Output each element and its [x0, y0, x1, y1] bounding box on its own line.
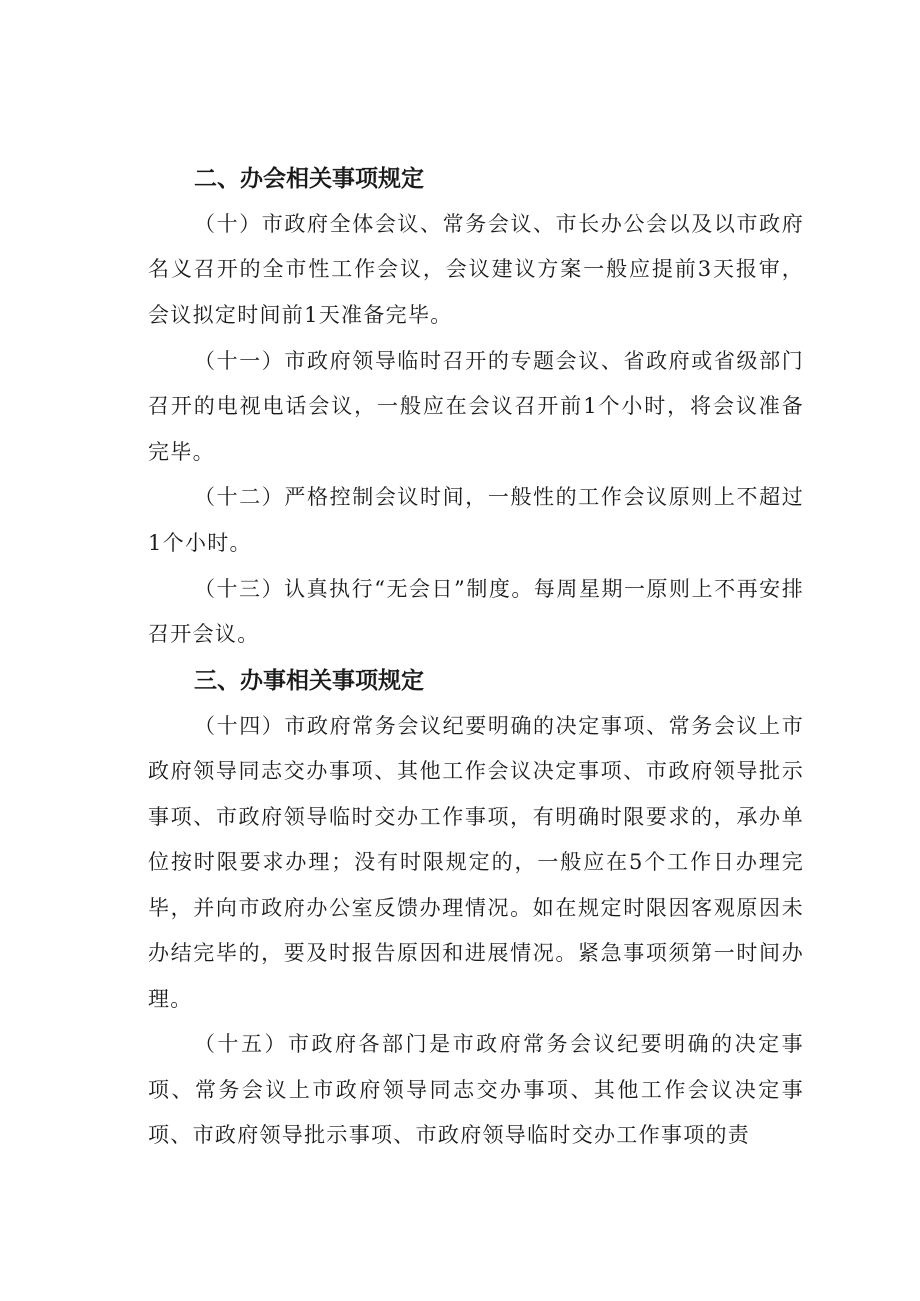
section-heading: 三、办事相关事项规定: [194, 668, 424, 695]
paragraph: （十）市政府全体会议、常务会议、市长办公会以及以市政府名义召开的全市性工作会议，会议建议方案一般应提前3天报审，会议拟定时间前1天准备完毕。: [148, 212, 804, 327]
section-heading: 二、办会相关事项规定: [194, 166, 424, 192]
paragraph: （十五）市政府各部门是市政府常务会议纪要明确的决定事项、常务会议上市政府领导同志交办事项、其他工作会议决定事项、市政府领导批示事项、市政府领导临时交办工作事项的责: [148, 1032, 804, 1148]
paragraph: （十三）认真执行“无会日”制度。每周星期一原则上不再安排召开会议。: [148, 576, 804, 647]
paragraph: （十四）市政府常务会议纪要明确的决定事项、常务会议上市政府领导同志交办事项、其他工作会议决定事项、市政府领导批示事项、市政府领导临时交办工作事项，有明确时限要求的，承办单位按时限要求办理；没有时限规定的，一般应在5个工作日办理完毕，并向市政府办公室反馈办理情况。如在规定时限因客观原因未办结完毕的，要及时报告原因和进展情况。紧急事项须第一时间办理。: [148, 714, 804, 1011]
paragraph: （十一）市政府领导临时召开的专题会议、省政府或省级部门召开的电视电话会议，一般应在会议召开前1个小时，将会议准备完毕。: [148, 348, 804, 464]
document-page: [148, 156, 804, 1159]
paragraph: （十二）严格控制会议时间，一般性的工作会议原则上不超过1个小时。: [148, 485, 804, 555]
